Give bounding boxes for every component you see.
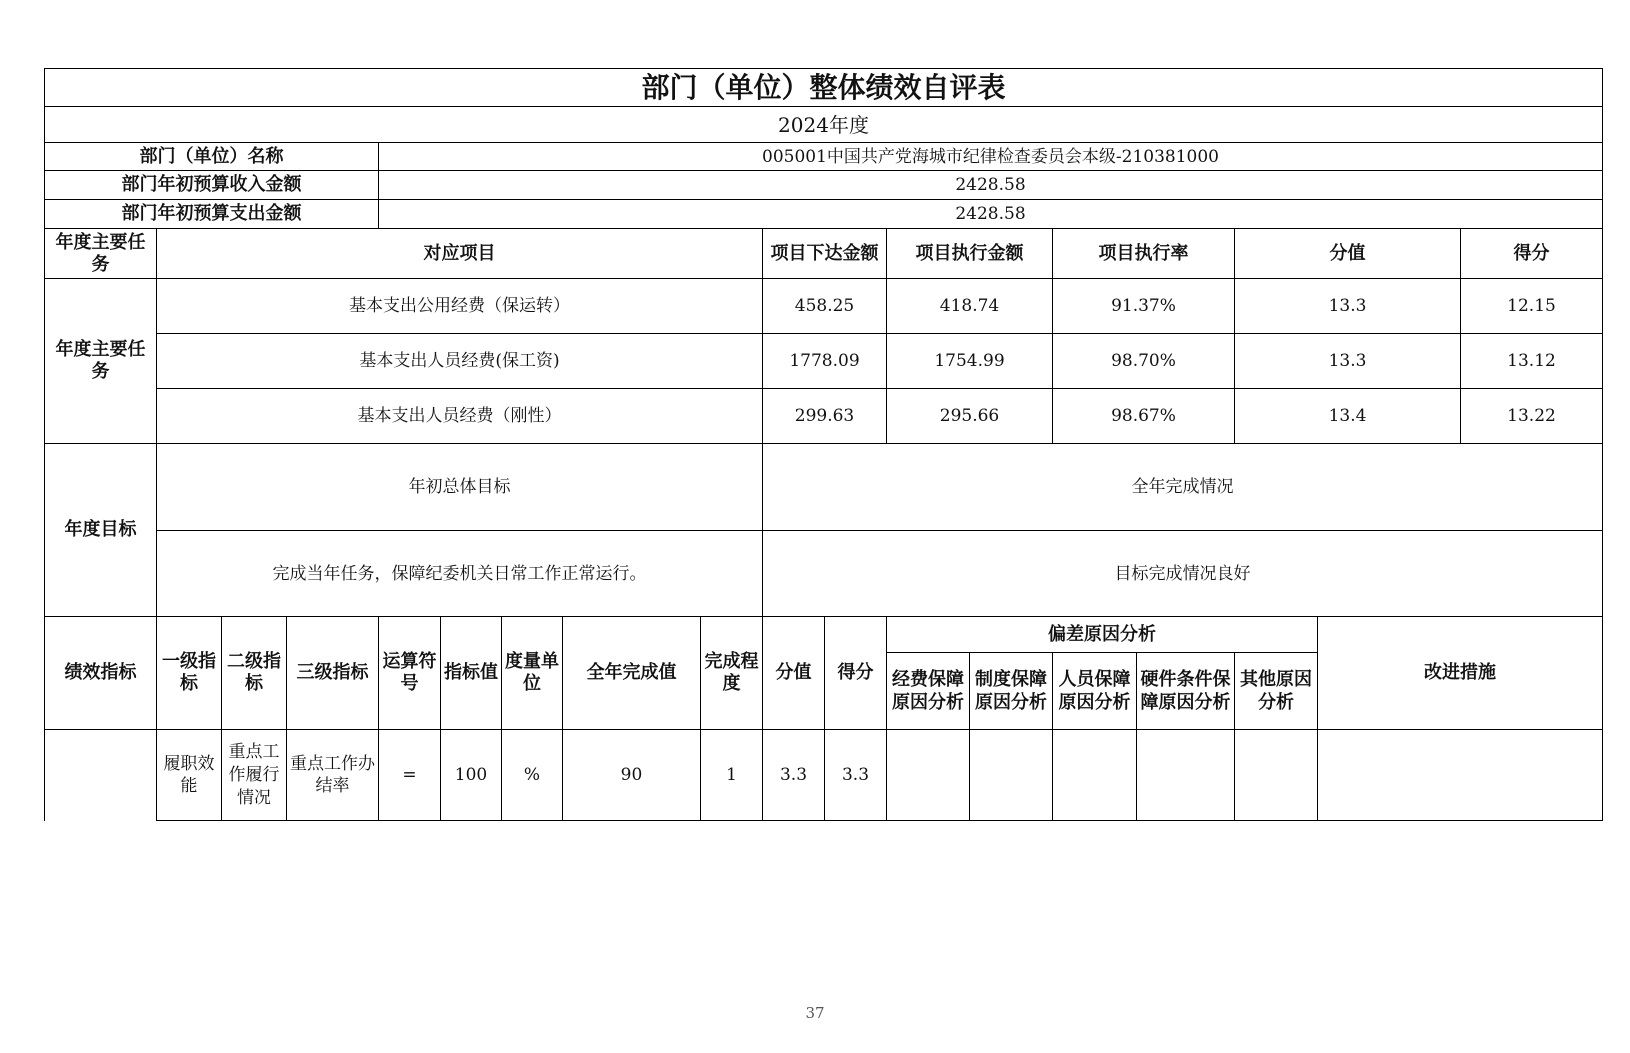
task-rate: 98.67% — [1053, 389, 1235, 444]
level1-cell: 履职效能 — [157, 730, 222, 821]
initial-goal-text: 完成当年任务，保障纪委机关日常工作正常运行。 — [157, 531, 763, 617]
level2-cell: 重点工作履行情况 — [222, 730, 287, 821]
target-header: 指标值 — [441, 617, 502, 730]
task-row — [45, 389, 1603, 444]
dev-system-header: 制度保障原因分析 — [970, 653, 1053, 730]
indicator-score-header: 得分 — [825, 617, 887, 730]
task-row — [45, 279, 1603, 334]
task-exec: 418.74 — [887, 279, 1053, 334]
target-cell: 100 — [441, 730, 502, 821]
budget-income-value: 2428.58 — [379, 171, 1603, 200]
task-issued: 1778.09 — [763, 334, 887, 389]
task-score: 13.22 — [1461, 389, 1603, 444]
issued-amount-header: 项目下达金额 — [763, 229, 887, 279]
completion-header: 全年完成情况 — [763, 444, 1603, 531]
budget-expense-label: 部门年初预算支出金额 — [45, 200, 379, 229]
improvement-cell — [1318, 730, 1603, 821]
level3-cell: 重点工作办结率 — [287, 730, 379, 821]
indicator-row-label-cell — [45, 730, 157, 821]
degree-header: 完成程度 — [701, 617, 763, 730]
fiscal-year: 2024年度 — [45, 107, 1603, 143]
task-value: 13.3 — [1235, 334, 1461, 389]
value-cell: 3.3 — [763, 730, 825, 821]
task-item: 基本支出人员经费(保工资) — [157, 334, 763, 389]
task-score: 12.15 — [1461, 279, 1603, 334]
task-rate: 98.70% — [1053, 334, 1235, 389]
dev-funding-cell — [887, 730, 970, 821]
budget-income-label: 部门年初预算收入金额 — [45, 171, 379, 200]
improvement-header: 改进措施 — [1318, 617, 1603, 730]
task-issued: 299.63 — [763, 389, 887, 444]
dev-staff-cell — [1053, 730, 1137, 821]
score-value-header: 分值 — [1235, 229, 1461, 279]
dev-hardware-header: 硬件条件保障原因分析 — [1137, 653, 1235, 730]
operator-header: 运算符号 — [379, 617, 441, 730]
task-score: 13.12 — [1461, 334, 1603, 389]
page-title: 部门（单位）整体绩效自评表 — [45, 69, 1603, 107]
dept-name-label: 部门（单位）名称 — [45, 143, 379, 171]
page-number: 37 — [805, 1004, 825, 1022]
dev-system-cell — [970, 730, 1053, 821]
completion-text: 目标完成情况良好 — [763, 531, 1603, 617]
indicator-score-cell: 3.3 — [825, 730, 887, 821]
exec-amount-header: 项目执行金额 — [887, 229, 1053, 279]
level1-header: 一级指标 — [157, 617, 222, 730]
task-item: 基本支出公用经费（保运转） — [157, 279, 763, 334]
task-exec: 1754.99 — [887, 334, 1053, 389]
task-rate: 91.37% — [1053, 279, 1235, 334]
dev-other-header: 其他原因分析 — [1235, 653, 1318, 730]
deviation-header: 偏差原因分析 — [887, 617, 1318, 653]
task-issued: 458.25 — [763, 279, 887, 334]
task-header: 年度主要任务 — [45, 229, 157, 279]
unit-header: 度量单位 — [502, 617, 563, 730]
dev-funding-header: 经费保障原因分析 — [887, 653, 970, 730]
task-row-label: 年度主要任务 — [45, 279, 157, 444]
dev-staff-header: 人员保障原因分析 — [1053, 653, 1137, 730]
task-value: 13.4 — [1235, 389, 1461, 444]
item-header: 对应项目 — [157, 229, 763, 279]
annual-goal-label: 年度目标 — [45, 444, 157, 617]
level3-header: 三级指标 — [287, 617, 379, 730]
degree-cell: 1 — [701, 730, 763, 821]
task-item: 基本支出人员经费（刚性） — [157, 389, 763, 444]
actual-header: 全年完成值 — [563, 617, 701, 730]
initial-goal-header: 年初总体目标 — [157, 444, 763, 531]
task-row — [45, 334, 1603, 389]
self-evaluation-table — [44, 68, 1603, 821]
score-header: 得分 — [1461, 229, 1603, 279]
dev-hardware-cell — [1137, 730, 1235, 821]
task-value: 13.3 — [1235, 279, 1461, 334]
operator-cell: = — [379, 730, 441, 821]
unit-cell: % — [502, 730, 563, 821]
value-header: 分值 — [763, 617, 825, 730]
task-exec: 295.66 — [887, 389, 1053, 444]
dept-name-value: 005001中国共产党海城市纪律检查委员会本级-210381000 — [379, 143, 1603, 171]
budget-expense-value: 2428.58 — [379, 200, 1603, 229]
dev-other-cell — [1235, 730, 1318, 821]
exec-rate-header: 项目执行率 — [1053, 229, 1235, 279]
indicator-row — [45, 730, 1603, 821]
level2-header: 二级指标 — [222, 617, 287, 730]
indicator-label: 绩效指标 — [45, 617, 157, 730]
actual-cell: 90 — [563, 730, 701, 821]
